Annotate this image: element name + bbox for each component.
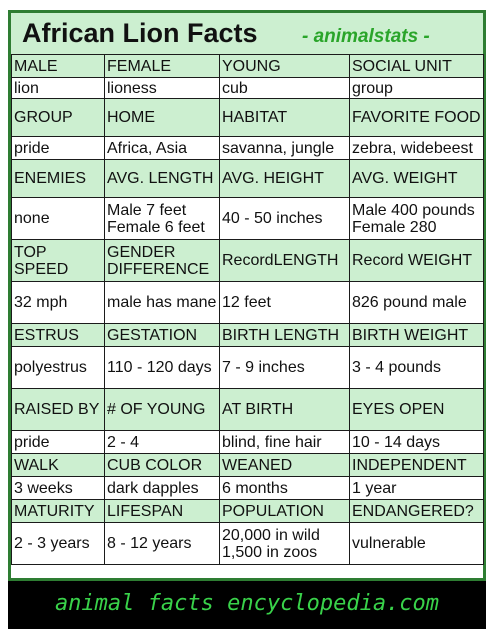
header-cell: SOCIAL UNIT <box>350 55 484 78</box>
header-cell: WALK <box>12 454 105 477</box>
table-header-row <box>12 500 484 523</box>
value-cell: 110 - 120 days <box>105 347 220 389</box>
value-cell: savanna, jungle <box>220 137 350 160</box>
table-header-row <box>12 389 484 431</box>
table-header-row <box>12 454 484 477</box>
header-cell: MALE <box>12 55 105 78</box>
header-cell: INDEPENDENT <box>350 454 484 477</box>
table-row <box>12 78 484 99</box>
table-row <box>12 347 484 389</box>
value-cell: 7 - 9 inches <box>220 347 350 389</box>
header-cell: RecordLENGTH <box>220 240 350 282</box>
facts-table <box>11 54 484 565</box>
table-row <box>12 523 484 565</box>
footer-banner <box>8 581 486 629</box>
header-cell: ENEMIES <box>12 160 105 198</box>
value-cell: group <box>350 78 484 99</box>
value-cell: pride <box>12 431 105 454</box>
header-cell: YOUNG <box>220 55 350 78</box>
value-cell: pride <box>12 137 105 160</box>
header-cell: GROUP <box>12 99 105 137</box>
value-cell: cub <box>220 78 350 99</box>
header-cell: Record WEIGHT <box>350 240 484 282</box>
header-cell: RAISED BY <box>12 389 105 431</box>
header-cell: FEMALE <box>105 55 220 78</box>
table-row <box>12 477 484 500</box>
value-cell: 1 year <box>350 477 484 500</box>
value-cell: 6 months <box>220 477 350 500</box>
page-title: African Lion Facts <box>22 18 258 48</box>
header-cell: EYES OPEN <box>350 389 484 431</box>
header-cell: CUB COLOR <box>105 454 220 477</box>
header-cell: POPULATION <box>220 500 350 523</box>
header-cell: FAVORITE FOOD <box>350 99 484 137</box>
value-cell: 32 mph <box>12 282 105 324</box>
facts-card <box>8 10 486 581</box>
table-header-row <box>12 55 484 78</box>
value-cell: 3 weeks <box>12 477 105 500</box>
header-cell: # OF YOUNG <box>105 389 220 431</box>
value-cell: polyestrus <box>12 347 105 389</box>
value-cell: 10 - 14 days <box>350 431 484 454</box>
header-cell: AVG. LENGTH <box>105 160 220 198</box>
header-cell: MATURITY <box>12 500 105 523</box>
value-cell: 40 - 50 inches <box>220 198 350 240</box>
table-row <box>12 282 484 324</box>
value-cell: Male 7 feet Female 6 feet <box>105 198 220 240</box>
title-bar <box>11 13 483 55</box>
header-cell: HOME <box>105 99 220 137</box>
header-cell: AT BIRTH <box>220 389 350 431</box>
table-row <box>12 137 484 160</box>
value-cell: 20,000 in wild 1,500 in zoos <box>220 523 350 565</box>
table-header-row <box>12 240 484 282</box>
header-cell: ESTRUS <box>12 324 105 347</box>
header-cell: GENDER DIFFERENCE <box>105 240 220 282</box>
header-cell: HABITAT <box>220 99 350 137</box>
value-cell: vulnerable <box>350 523 484 565</box>
value-cell: 826 pound male <box>350 282 484 324</box>
value-cell: 12 feet <box>220 282 350 324</box>
value-cell: lioness <box>105 78 220 99</box>
value-cell: 2 - 4 <box>105 431 220 454</box>
value-cell: Africa, Asia <box>105 137 220 160</box>
value-cell: Male 400 pounds Female 280 <box>350 198 484 240</box>
table-header-row <box>12 324 484 347</box>
value-cell: none <box>12 198 105 240</box>
value-cell: male has mane <box>105 282 220 324</box>
table-row <box>12 431 484 454</box>
footer-site-name: animal facts encyclopedia.com <box>54 591 440 616</box>
header-cell: GESTATION <box>105 324 220 347</box>
value-cell: 8 - 12 years <box>105 523 220 565</box>
table-header-row <box>12 160 484 198</box>
table-header-row <box>12 99 484 137</box>
table-row <box>12 198 484 240</box>
header-cell: BIRTH WEIGHT <box>350 324 484 347</box>
header-cell: ENDANGERED? <box>350 500 484 523</box>
value-cell: lion <box>12 78 105 99</box>
site-subtitle: - animalstats - <box>302 26 430 47</box>
header-cell: WEANED <box>220 454 350 477</box>
value-cell: dark dapples <box>105 477 220 500</box>
value-cell: zebra, widebeest <box>350 137 484 160</box>
header-cell: BIRTH LENGTH <box>220 324 350 347</box>
value-cell: blind, fine hair <box>220 431 350 454</box>
header-cell: AVG. WEIGHT <box>350 160 484 198</box>
value-cell: 2 - 3 years <box>12 523 105 565</box>
value-cell: 3 - 4 pounds <box>350 347 484 389</box>
header-cell: TOP SPEED <box>12 240 105 282</box>
header-cell: AVG. HEIGHT <box>220 160 350 198</box>
header-cell: LIFESPAN <box>105 500 220 523</box>
